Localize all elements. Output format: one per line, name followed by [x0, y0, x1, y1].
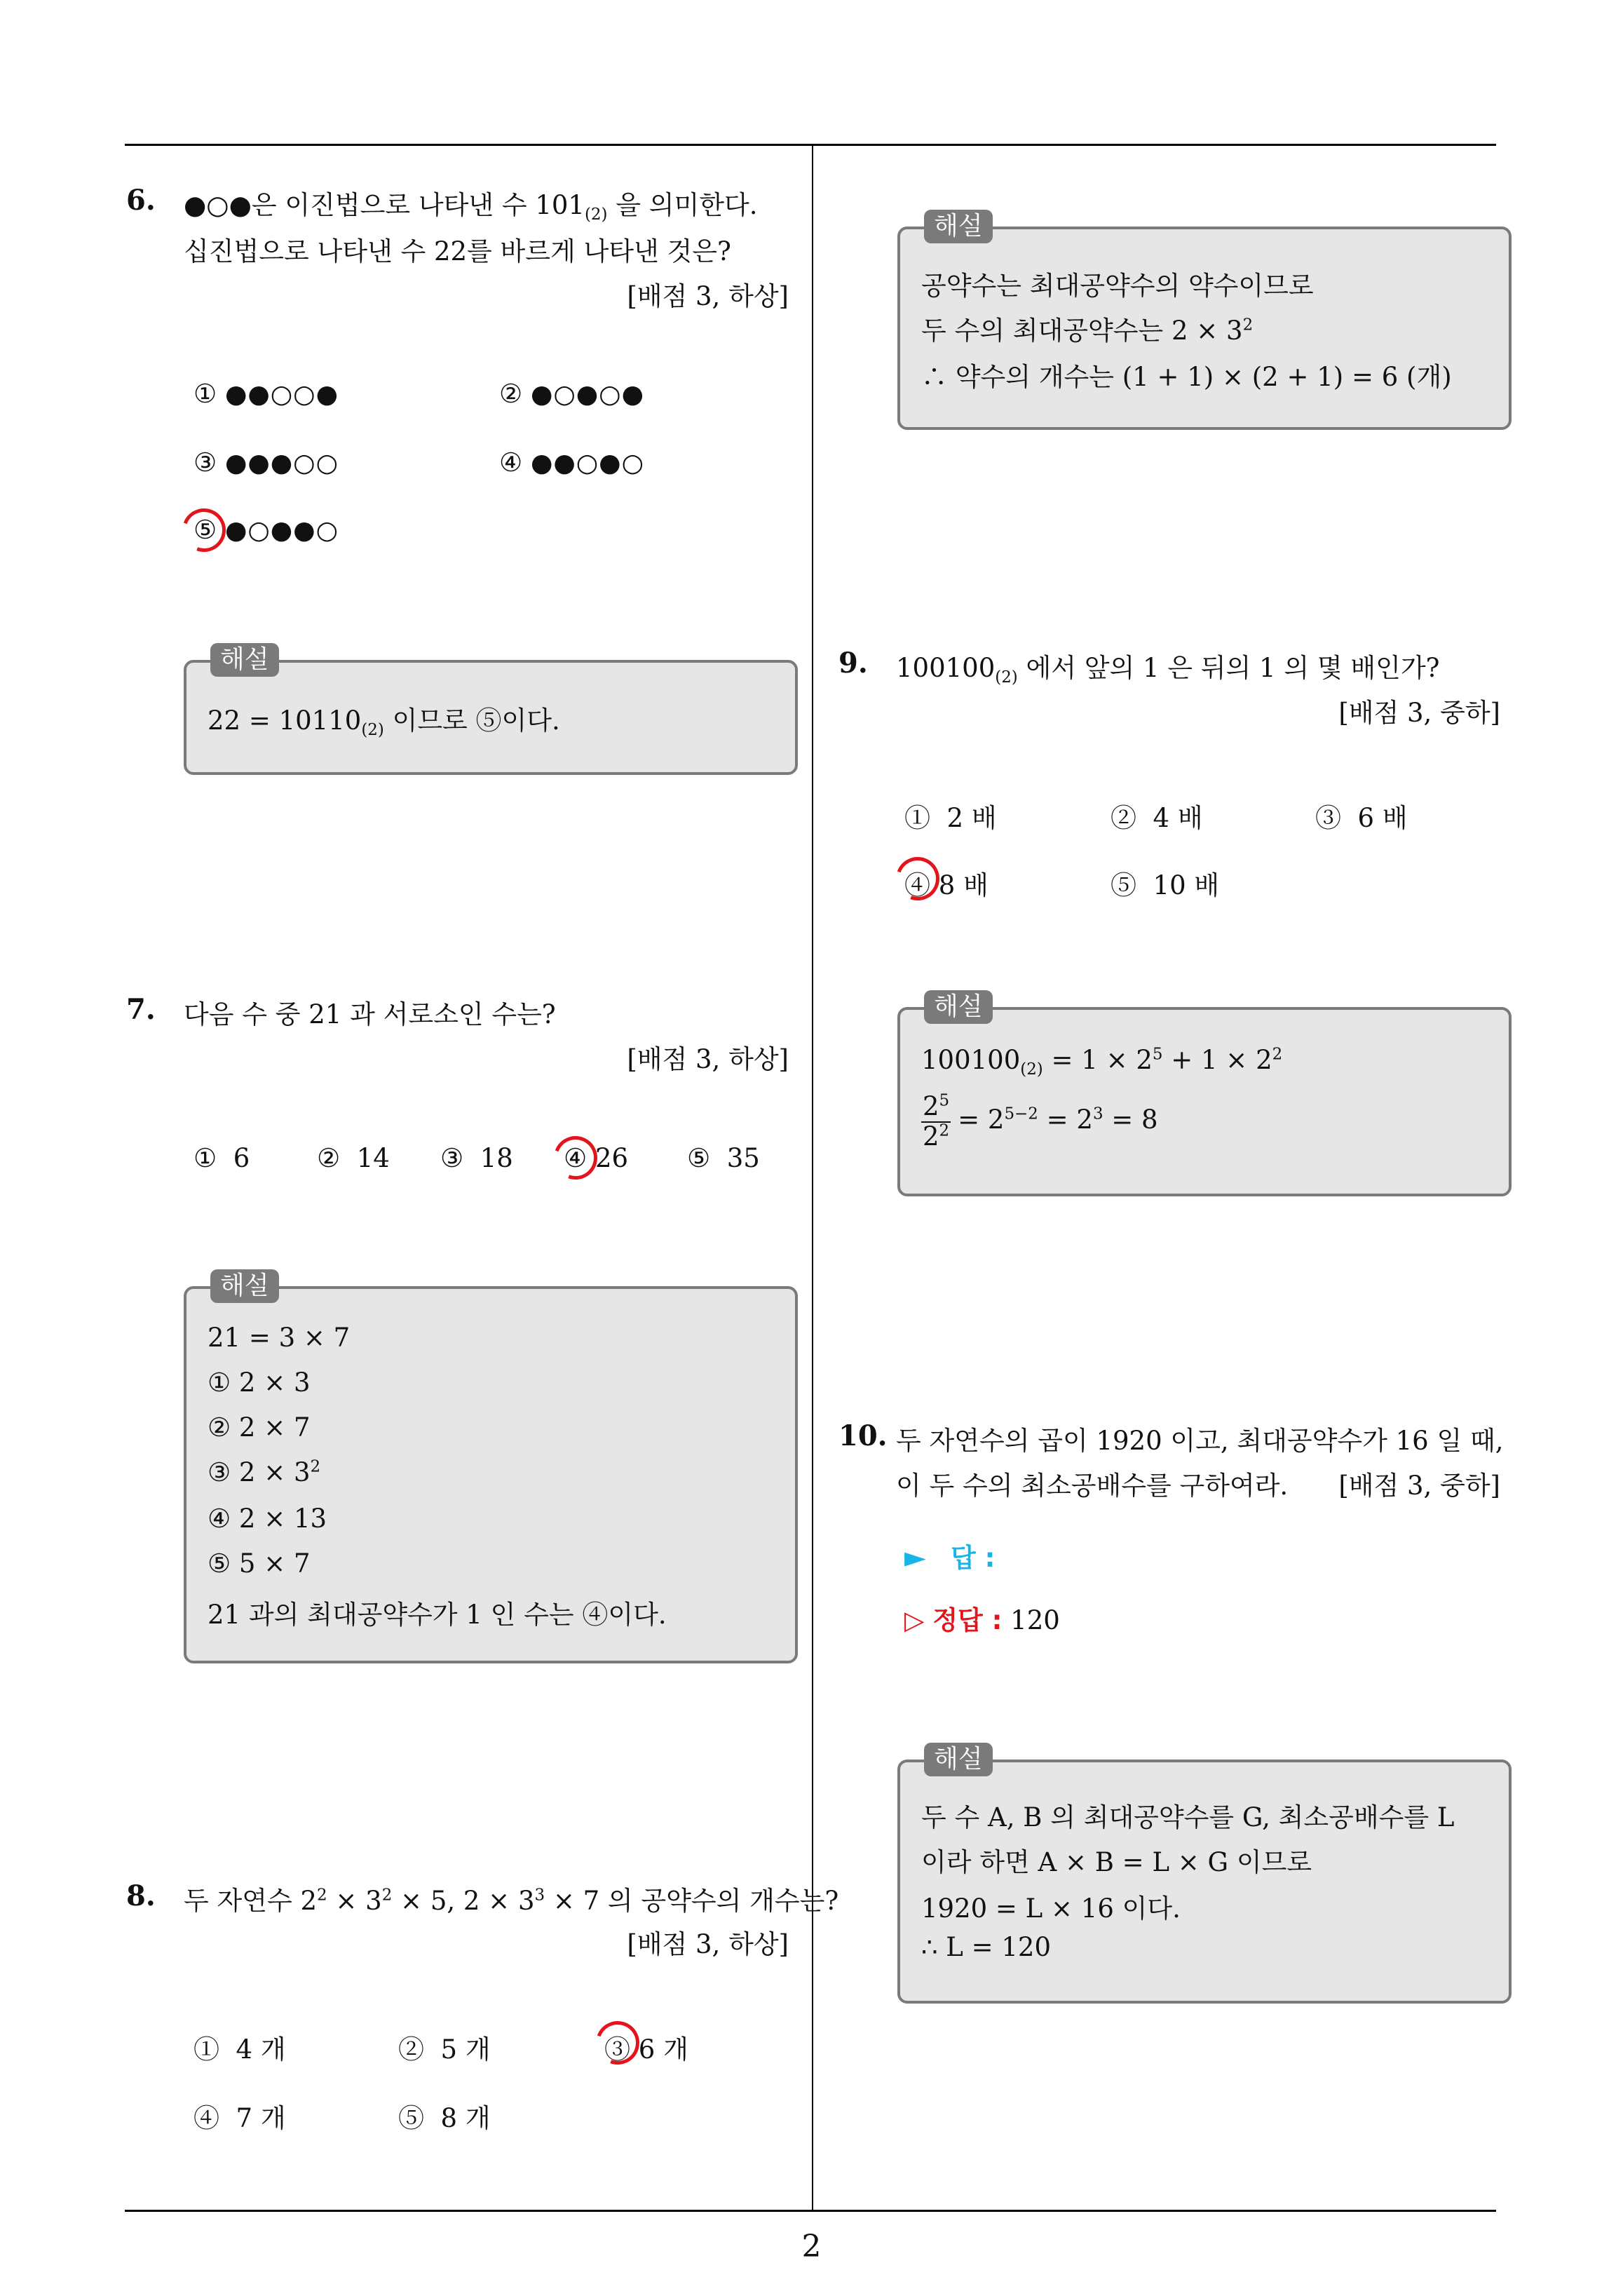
choice-text: 4 개	[236, 2034, 286, 2065]
explanation-line: ⑤ 5 × 7	[208, 1548, 311, 1579]
fraction	[921, 1093, 951, 1151]
choice-mark: ③	[440, 1143, 464, 1173]
exponent: 2	[1242, 316, 1254, 335]
explanation-text: ③ 2 × 3	[208, 1457, 311, 1487]
choice-text: 18	[480, 1143, 513, 1173]
choice-text: ●●●○○	[224, 449, 339, 478]
explanation-line	[208, 1457, 320, 1487]
explanation-line	[208, 699, 560, 739]
explanation-line: ∴ 약수의 개수는 (1 + 1) × (2 + 1) = 6 (개)	[921, 362, 1452, 392]
question-number: 10.	[838, 1419, 888, 1452]
base-subscript: (2)	[584, 205, 608, 224]
top-rule	[125, 144, 1496, 146]
choice-text: 6 배	[1357, 803, 1408, 833]
choice-1[interactable]	[193, 379, 339, 409]
explanation-fraction-line	[921, 1093, 1158, 1151]
choice-mark: ④	[193, 2103, 219, 2133]
choice-5[interactable]	[398, 2097, 491, 2135]
choice-text: ●○●●○	[224, 516, 339, 545]
choice-1[interactable]	[193, 2028, 286, 2066]
explanation-line: 21 과의 최대공약수가 1 인 수는 ④이다.	[208, 1600, 667, 1630]
score-label: [배점 3, 하상]	[627, 1044, 789, 1074]
answer-circle-mark	[175, 501, 233, 559]
question-number: 8.	[126, 1879, 156, 1912]
explanation-tab: 해설	[924, 1743, 993, 1776]
answer-circle-mark	[547, 1129, 604, 1187]
explanation-text: 22 = 10110	[208, 705, 362, 736]
question-text: × 3	[327, 1886, 382, 1916]
base-subscript: (2)	[361, 721, 384, 740]
explanation-box	[897, 212, 1512, 430]
choice-mark: ①	[193, 2034, 219, 2065]
choice-4[interactable]	[499, 447, 644, 478]
choice-mark: ④	[564, 1143, 588, 1173]
choice-mark: ①	[193, 1143, 217, 1173]
exponent: 3	[1092, 1105, 1103, 1123]
explanation-line: 두 수 A, B 의 최대공약수를 G, 최소공배수를 L	[921, 1802, 1455, 1832]
exponent: 2	[317, 1886, 327, 1905]
explanation-tab: 해설	[924, 990, 993, 1024]
choice-2[interactable]	[1111, 797, 1203, 835]
explanation-box	[897, 992, 1512, 1196]
choice-mark: ①	[904, 803, 930, 833]
question-text-line2: 이 두 수의 최소공배수를 구하여라.	[896, 1471, 1289, 1501]
explanation-box	[184, 645, 798, 775]
explanation-box	[897, 1745, 1512, 2004]
question-text-tail: 을 의미한다.	[616, 190, 758, 220]
choice-2[interactable]	[317, 1143, 390, 1173]
correct-marker-icon: ▷	[904, 1605, 925, 1635]
explanation-text: + 1 × 2	[1162, 1045, 1272, 1075]
question-number: 6.	[126, 184, 156, 217]
choice-mark: ⑤	[193, 515, 217, 545]
explanation-text: = 2	[958, 1105, 1005, 1135]
exponent: 2	[939, 1121, 950, 1140]
exponent: 3	[534, 1886, 545, 1905]
explanation-tab: 해설	[210, 643, 279, 677]
correct-answer-label: 정답 :	[932, 1605, 1003, 1635]
explanation-line: 이라 하면 A × B = L × G 이므로	[921, 1847, 1312, 1877]
base-subscript: (2)	[995, 668, 1018, 687]
page-number: 2	[801, 2229, 822, 2264]
choice-text: 10 배	[1153, 870, 1220, 900]
question-text-line1	[896, 647, 1439, 687]
choice-1[interactable]	[904, 797, 997, 835]
explanation-line: ∴ L = 120	[921, 1932, 1052, 1962]
choice-text: ●●○○●	[224, 380, 339, 409]
choice-text: 8 배	[938, 870, 989, 900]
question-text: 100100	[896, 653, 996, 683]
choice-text: 6 개	[638, 2034, 688, 2065]
bottom-rule	[125, 2210, 1496, 2212]
explanation-tab: 해설	[924, 210, 993, 243]
explanation-text: = 2	[1038, 1105, 1093, 1135]
correct-answer-value: 120	[1010, 1605, 1060, 1635]
choice-3[interactable]	[193, 447, 339, 478]
choice-text: ●●○●○	[530, 449, 644, 478]
explanation-line: 공약수는 최대공약수의 약수이므로	[921, 271, 1314, 301]
explanation-text-tail: 이므로 ⑤이다.	[383, 705, 560, 736]
fraction-denominator	[921, 1123, 951, 1152]
choice-mark: ④	[904, 870, 930, 900]
choice-mark: ②	[398, 2034, 424, 2065]
explanation-line	[921, 1045, 1282, 1079]
question-number: 9.	[838, 647, 868, 680]
explanation-line: ④ 2 × 13	[208, 1504, 327, 1534]
question-text-line1: 두 자연수의 곱이 1920 이고, 최대공약수가 16 일 때,	[896, 1426, 1504, 1456]
explanation-text: 두 수의 최대공약수는 2 × 3	[921, 316, 1243, 346]
choice-mark: ③	[193, 447, 217, 478]
choice-1[interactable]	[193, 1143, 250, 1173]
choice-text: 6	[233, 1143, 250, 1173]
choice-2[interactable]	[398, 2028, 491, 2066]
exponent: 5	[1152, 1045, 1163, 1064]
fraction-base: 2	[923, 1091, 939, 1121]
answer-marker-icon: ►	[904, 1541, 926, 1574]
choice-text: 35	[726, 1143, 760, 1173]
choice-mark: ②	[1111, 803, 1136, 833]
explanation-text: = 1 × 2	[1043, 1045, 1153, 1075]
fraction-numerator	[921, 1093, 951, 1123]
choice-3[interactable]	[440, 1143, 513, 1173]
question-text-line1	[184, 184, 757, 224]
question-text: × 5, 2 × 3	[392, 1886, 535, 1916]
exponent: 2	[1272, 1045, 1283, 1064]
exponent: 2	[310, 1457, 321, 1476]
question-text: ●○●은 이진법으로 나타낸 수 101	[184, 190, 585, 220]
explanation-tab: 해설	[210, 1269, 279, 1303]
question-number: 7.	[126, 993, 156, 1026]
explanation-line: 21 = 3 × 7	[208, 1323, 351, 1353]
score-label: [배점 3, 중하]	[1338, 1471, 1500, 1501]
choice-3[interactable]	[1315, 797, 1408, 835]
fraction-base: 2	[923, 1121, 939, 1152]
question-text-line1	[184, 1879, 838, 1917]
choice-text: 2 배	[946, 803, 997, 833]
choice-mark: ⑤	[398, 2103, 424, 2133]
base-subscript: (2)	[1020, 1060, 1043, 1079]
choice-text: 26	[595, 1143, 629, 1173]
choice-text: 14	[356, 1143, 390, 1173]
explanation-text: 100100	[921, 1045, 1021, 1075]
choice-mark: ⑤	[687, 1143, 711, 1173]
choice-mark: ③	[604, 2034, 630, 2065]
choice-text: 5 개	[440, 2034, 491, 2065]
exponent: 5	[939, 1091, 950, 1110]
choice-mark: ①	[193, 379, 217, 409]
explanation-line: 1920 = L × 16 이다.	[921, 1893, 1181, 1924]
exponent: 5−2	[1004, 1105, 1038, 1123]
choice-5[interactable]	[687, 1143, 760, 1173]
explanation-line: ② 2 × 7	[208, 1412, 311, 1443]
choice-2[interactable]	[499, 379, 644, 409]
explanation-line: ① 2 × 3	[208, 1368, 311, 1398]
choice-mark: ⑤	[1111, 870, 1136, 900]
correct-answer-row	[904, 1606, 1060, 1636]
answer-row[interactable]	[904, 1541, 995, 1574]
score-label: [배점 3, 하상]	[627, 1929, 789, 1959]
choice-text: ●○●○●	[530, 380, 644, 409]
choice-4[interactable]	[193, 2097, 286, 2135]
choice-5[interactable]	[1111, 864, 1219, 902]
question-text: × 7 의 공약수의 개수는?	[545, 1886, 839, 1916]
explanation-line	[921, 309, 1253, 347]
score-label: [배점 3, 중하]	[1338, 698, 1500, 728]
choice-mark: ②	[317, 1143, 341, 1173]
choice-mark: ③	[1315, 803, 1341, 833]
question-text: 에서 앞의 1 은 뒤의 1 의 몇 배인가?	[1017, 653, 1440, 683]
question-text-line1: 다음 수 중 21 과 서로소인 수는?	[184, 999, 556, 1029]
explanation-box	[184, 1271, 798, 1663]
question-text: 두 자연수 2	[184, 1886, 318, 1916]
question-text-line2: 십진법으로 나타낸 수 22를 바르게 나타낸 것은?	[184, 236, 731, 266]
score-label: [배점 3, 하상]	[627, 281, 789, 311]
answer-label: 답 :	[951, 1543, 996, 1573]
choice-text: 4 배	[1153, 803, 1203, 833]
choice-mark: ④	[499, 447, 523, 478]
exponent: 2	[381, 1886, 393, 1905]
explanation-text: = 8	[1103, 1105, 1158, 1135]
choice-text: 8 개	[440, 2103, 491, 2133]
choice-text: 7 개	[236, 2103, 286, 2133]
choice-mark: ②	[499, 379, 523, 409]
